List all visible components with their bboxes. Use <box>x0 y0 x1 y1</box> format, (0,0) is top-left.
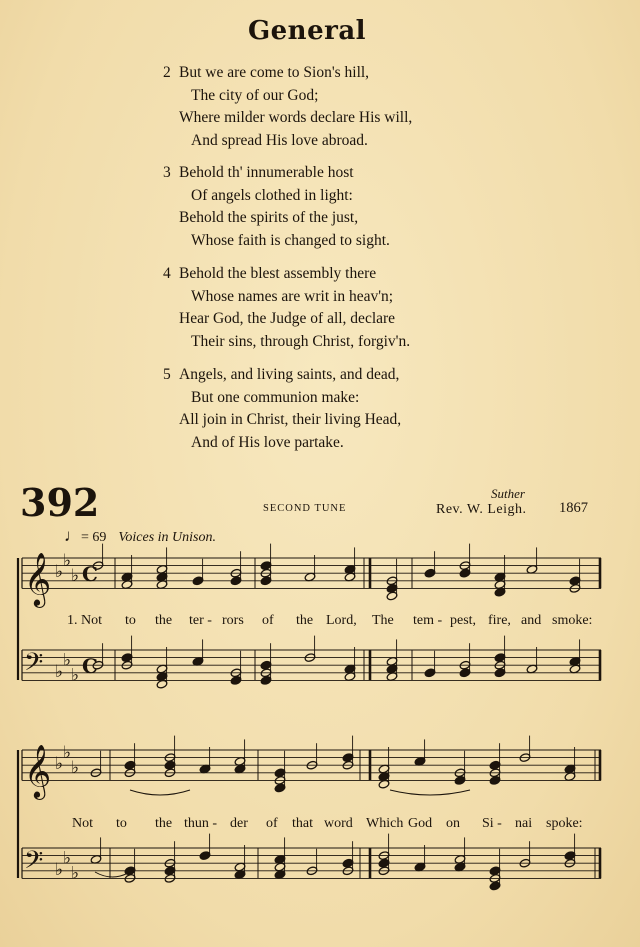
lyric-syllable: fire, <box>488 613 511 628</box>
stanza-line-text: And of His love partake. <box>191 433 344 451</box>
note-head <box>424 568 436 578</box>
stanza-number: 2 <box>163 64 171 81</box>
lyric-syllable: pest, <box>450 613 477 628</box>
flat-icon: ♭ <box>63 650 72 671</box>
lyric-syllable: nai <box>515 816 533 831</box>
lyric-syllable: smoke: <box>552 613 593 628</box>
note-head <box>494 668 506 678</box>
lyric-syllable: tem - <box>413 613 443 628</box>
stanza-number: 3 <box>163 164 171 181</box>
slur <box>130 790 190 795</box>
lyric-syllable: to <box>116 816 127 831</box>
stanza-line-text: But we are come to Sion's hill, <box>179 64 370 81</box>
stanza-line-text: Hear God, the Judge of all, declare <box>179 310 396 328</box>
lyric-syllable: of <box>262 613 274 628</box>
lyric-syllable: Not <box>72 816 93 831</box>
lyric-syllable: ter - <box>189 613 212 628</box>
stanza-line-text: Their sins, through Christ, forgiv'n. <box>191 332 411 350</box>
lyric-syllable: God <box>408 816 433 831</box>
stanza-number: 4 <box>163 265 171 282</box>
lyric-syllable: 1. Not <box>67 613 102 628</box>
lyric-syllable: The <box>372 613 394 628</box>
note-head <box>199 851 211 861</box>
note-head <box>459 668 471 678</box>
stanza-line-text: Whose faith is changed to sight. <box>191 231 390 249</box>
note-head <box>459 568 471 578</box>
lyric-syllable: the <box>155 613 173 628</box>
quarter-note-icon: ♩ <box>64 526 81 545</box>
stanza-line-text: Where milder words declare His will, <box>179 109 413 127</box>
lyric-syllable: Si - <box>482 816 502 831</box>
note-head <box>192 576 204 586</box>
flat-icon: ♭ <box>63 742 72 763</box>
stanza-line-text: Whose names are writ in heav'n; <box>191 287 394 305</box>
slur <box>390 790 470 795</box>
stanza-number: 5 <box>163 366 171 383</box>
note-head <box>274 783 286 793</box>
stanza-line-text: The city of our God; <box>191 86 319 104</box>
lyric-syllable: thun - <box>184 816 218 831</box>
lyric-syllable: Lord, <box>326 613 357 628</box>
stanza-line-text: Of angels clothed in light: <box>191 186 353 204</box>
lyric-syllable: word <box>324 816 353 831</box>
lyric-syllable: the <box>296 613 314 628</box>
composer-name: Suther <box>491 486 525 501</box>
treble-clef-icon: 𝄞 <box>24 551 52 606</box>
stanza-line-text: Behold the blest assembly there <box>179 265 377 282</box>
stanza-line-text: Behold th' innumerable host <box>179 164 354 181</box>
lyric-syllable: Which <box>366 816 404 831</box>
flat-icon: ♭ <box>63 550 72 571</box>
flat-icon: ♭ <box>55 754 64 775</box>
stanza-line-text: And spread His love abroad. <box>191 131 368 149</box>
year: 1867 <box>559 500 588 516</box>
flat-icon: ♭ <box>63 848 72 869</box>
note-head <box>489 775 501 785</box>
lyric-syllable: to <box>125 613 136 628</box>
flat-icon: ♭ <box>55 661 64 682</box>
stanza-line-text: Behold the spirits of the just, <box>179 209 359 227</box>
lyric-syllable: der <box>230 816 248 831</box>
note-head <box>489 881 501 891</box>
treble-clef-icon: 𝄞 <box>24 743 52 798</box>
lyric-syllable: and <box>521 613 542 628</box>
flat-icon: ♭ <box>71 566 80 586</box>
flat-icon: ♭ <box>71 863 80 884</box>
common-time-icon: C <box>82 653 98 678</box>
lyric-syllable: of <box>266 816 278 831</box>
hymn-number: 392 <box>20 480 100 525</box>
note-head <box>386 591 398 601</box>
note-head <box>230 576 242 586</box>
common-time-icon: C <box>82 561 98 586</box>
flat-icon: ♭ <box>55 562 64 583</box>
lyric-syllable: that <box>292 816 313 831</box>
flat-icon: ♭ <box>71 758 80 778</box>
note-head <box>424 668 436 678</box>
author-name: Rev. W. Leigh. <box>436 502 527 517</box>
note-head <box>260 576 272 586</box>
tempo-value: = 69 <box>81 530 107 545</box>
note-head <box>454 775 466 785</box>
lyric-syllable: the <box>155 816 173 831</box>
stanza-line-text: But one communion make: <box>191 388 360 406</box>
page-title: General <box>247 16 367 46</box>
bass-clef-icon: 𝄢 <box>24 647 44 683</box>
flat-icon: ♭ <box>55 859 64 880</box>
performance-direction: Voices in Unison. <box>118 530 217 545</box>
bass-clef-icon: 𝄢 <box>24 845 44 881</box>
stanza-line-text: Angels, and living saints, and dead, <box>179 366 400 383</box>
stanza-line-text: All join in Christ, their living Head, <box>179 411 402 429</box>
lyric-syllable: rors <box>222 613 244 628</box>
tune-label: SECOND TUNE <box>263 503 347 514</box>
lyric-syllable: on <box>446 816 460 831</box>
note-head <box>230 675 242 685</box>
flat-icon: ♭ <box>71 665 80 686</box>
note-head <box>260 675 272 685</box>
lyric-syllable: spoke: <box>546 816 583 831</box>
